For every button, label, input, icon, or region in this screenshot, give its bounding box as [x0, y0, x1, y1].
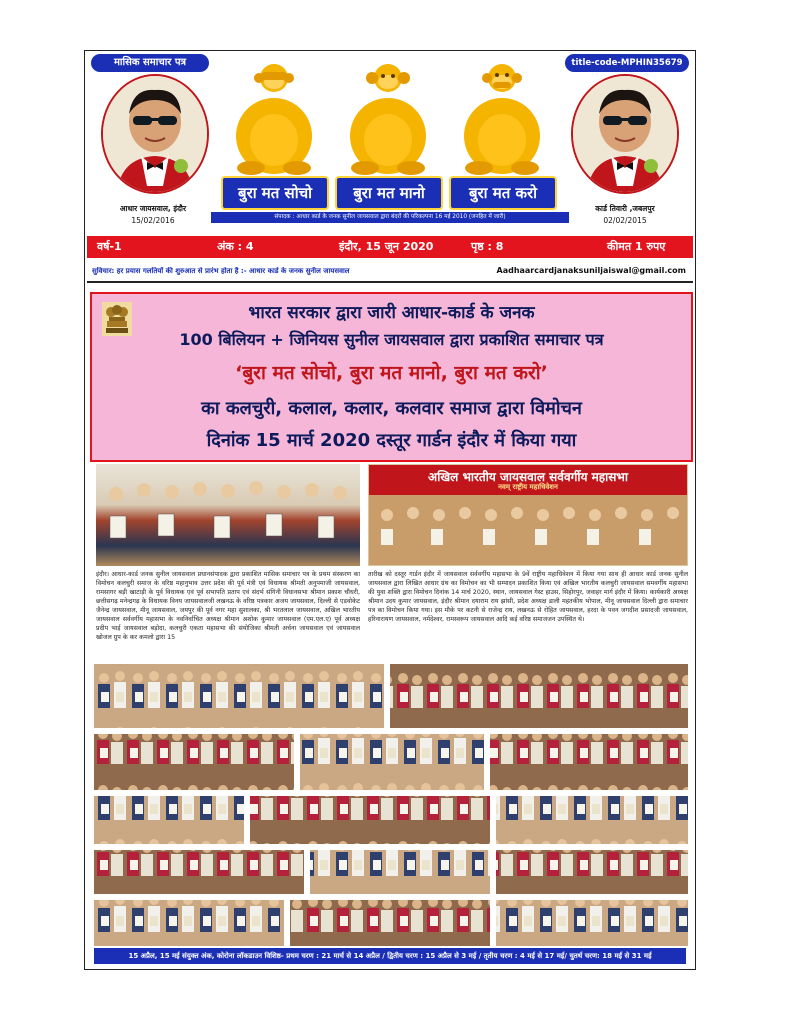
photo-collage — [94, 664, 688, 946]
issue-place-date: इंदौर, 15 जून 2020 — [339, 240, 434, 253]
thought-of-day: सुविचार: हर प्रयास गलतियों की शुरुआत से प्रारंभ होता है :- आधार कार्ड के जनक सुनील जायसवाल — [92, 267, 350, 275]
banner-title: अखिल भारतीय जायसवाल सर्ववर्गीय महासभा — [428, 470, 628, 484]
event-photo-stage-banner — [368, 464, 688, 566]
masthead — [87, 52, 693, 230]
monkey-see-no-evil-icon — [231, 58, 317, 178]
contact-email: Aadhaarcardjanaksuniljaiswal@gmail.com — [496, 266, 686, 275]
left-portrait-photo — [101, 74, 209, 194]
right-person-date: 02/02/2015 — [603, 216, 647, 225]
issue-year: वर्ष-1 — [97, 240, 122, 253]
title-code: title-code-MPHIN35679 — [565, 54, 689, 72]
headline-box — [90, 292, 693, 462]
headline-line-1: भारत सरकार द्वारा जारी आधार-कार्ड के जनक — [248, 303, 535, 323]
banner-subtitle: नवम् राष्ट्रीय महाधिवेशन — [498, 483, 558, 491]
slogan-do-no-evil: बुरा मत करो — [449, 176, 557, 210]
monkey-speak-no-evil-icon — [459, 58, 545, 178]
article-text-left: इंदौर। आधार-कार्ड जनक सुनील जायसवाल प्रधानसंपादक द्वारा प्रकाशित मासिक समाचार पत्र के प्रथम संस्करण का विमोचन कलचुरी समाज के वरिष्ठ महानुभाव उत्तर प्रदेश की पूर्व मंत्री एवं विधायक श्रीमती अनुपमाजी जायसवाल, रामसागर बड़ी खाटाड़ी के पूर्व विधायक एवं पूर्व सभापति प्रताप एवं संदर्भ संगिनी विधानसभा श्रीमान प्रकाश चौधरी, छत्तीसगढ़ मनेन्द्रगढ़ के विधायक विनय जायसवालजी लखनऊ के वरिष्ठ पत्रकार अजय जायसवाल, दिल्ली से एडवोकेट जैनेन्द्र जायसवाल, मीनू जायसवाल, जयपुर की पूर्व नगर महा सुशालका, श्री भरतलाल जायसवाल, अखिल भारतीय जायसवाल सर्ववर्गीय महासभा के नवनिर्वाचित अध्यक्ष श्रीमान अशोक कुमार जायसवाल (एम.एल.ए) पूर्व अध्यक्ष प्रदीप भाई जायसवाल बड़ोदा, कलचुरी एकता महासभा की संयोजिका श्रीमती अर्चना जायसवाल एवं जायसवाल खोजल ग्रुप के कर कमलो द्वारा 15 — [96, 571, 360, 641]
slogan-think-no-evil: बुरा मत सोचो — [221, 176, 329, 210]
footer-lockdown-info: 15 अप्रैल, 15 मई संयुक्त अंक, कोरोना लॉकडाउन विशिष्ठ- प्रथम चरण : 21 मार्च से 14 अप्रैल / द्वितीय चरण : 15 अप्रैल से 3 मई / तृतीय चरण : 4 मई से 17 मई/ चुतर्थ चरण: 18 मई से 31 मई — [94, 948, 686, 964]
issue-number: अंक : 4 — [217, 240, 254, 253]
headline-line-2: 100 बिलियन + जिनियस सुनील जायसवाल द्वारा प्रकाशित समाचार पत्र — [179, 330, 604, 349]
left-person-name: आधार जायसवाल, इंदौर — [119, 204, 187, 213]
right-person-name: कार्ड तिवारी ,जबलपुर — [595, 204, 655, 213]
issue-price: कीमत 1 रुपए — [607, 240, 666, 253]
slogan-mind-no-evil: बुरा मत मानो — [335, 176, 443, 210]
monkey-hear-no-evil-icon — [345, 58, 431, 178]
headline-line-4: का कलचुरी, कलाल, कलार, कलवार समाज द्वारा विमोचन — [201, 398, 582, 419]
event-photo-group-left — [96, 464, 360, 566]
issue-pages: पृष्ठ : 8 — [471, 240, 504, 253]
left-person-date: 15/02/2016 — [131, 216, 175, 225]
right-portrait-photo — [571, 74, 679, 194]
editor-line: संपादक : आधार कार्ड के जनक सुनील जायसवाल द्वारा बंदरों की परिकल्पना 16 मई 2010 (जनहित में जारी) — [211, 212, 569, 223]
issue-info-bar — [87, 236, 693, 258]
divider — [87, 281, 693, 283]
headline-line-3: ‘बुरा मत सोचो, बुरा मत मानो, बुरा मत करो’ — [235, 362, 548, 384]
monthly-label: मासिक समाचार पत्र — [91, 54, 209, 72]
headline-line-5: दिनांक 15 मार्च 2020 दस्तूर गार्डन इंदौर में किया गया — [206, 430, 577, 451]
article-text-right: तारीख को दस्तूर गार्डन इंदौर में जायसवाल सर्ववर्गीय महासभा के 9वें राष्ट्रीय महाधिवेशन में किया गया साथ ही आधार कार्ड जनक सुनील जायसवाल द्वारा लिखित आधार ग्रंथ का विमोचन का भी सम्पादन प्रकाशित किया एवं अखिल भारतीय कलचुरी जायसवाल समवर्गीय महासभा की युवा शक्ति द्वारा विमोचन दिनांक 14 मार्च 2020, स्थान, जायसवाल गेस्ट हाउस, सिहोरपुर, जवाहर मार्ग इंदौर में किया। कार्यकारी अध्यक्ष श्रीमान उदय कुमार जायसवाल, इंदौर श्रीमान दयाराम राय झांसी, प्रदेश अध्यक्ष डाली महतकीय भोपाल, मीनू जायसवाल दिल्ली द्वारा समाचार पत्र का विमोचन किया गया। इस मौके पर कटनी से राजेन्द्र राय, लखनऊ से रोहित जायसवाल, हरदा के पवन जगदीश प्रसादजी जायसवाल, हरिनारायण जायसवाल, नर्मदेश्वर, रामस्वरूप जायसवाल आदि कई वरिष्ठ समाजजन उपस्थित थे। — [368, 571, 688, 623]
